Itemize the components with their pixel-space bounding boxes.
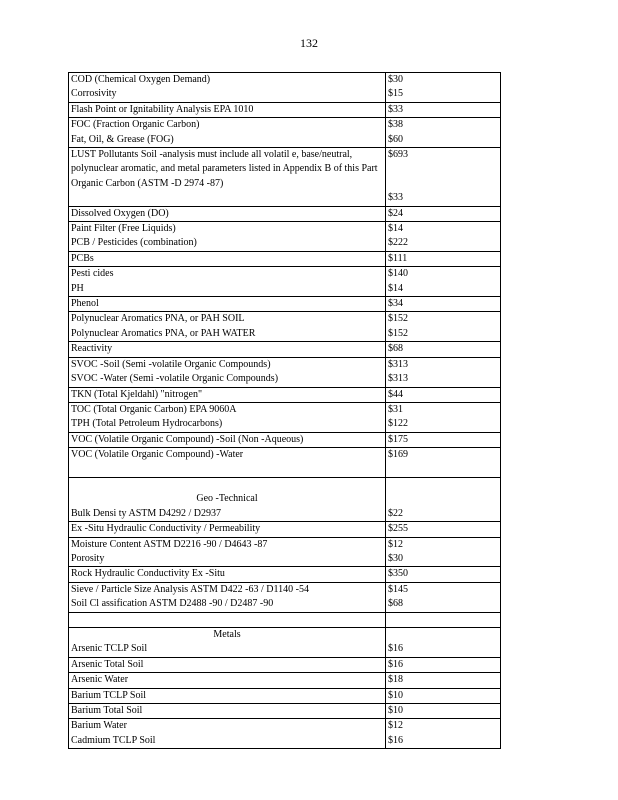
table-row: [69, 537, 501, 567]
item-price-cell: [386, 206, 501, 221]
table-row: [69, 703, 501, 718]
item-description: TKN (Total Kjeldahl) "nitrogen": [71, 388, 203, 400]
item-price: $313: [388, 358, 408, 370]
section-heading: Geo -Technical: [196, 493, 258, 505]
item-description: Moisture Content ASTM D2216 -90 / D4643 -87: [71, 538, 268, 550]
item-price-cell: [386, 432, 501, 447]
item-description-cell: [69, 477, 386, 521]
item-price: $111: [388, 252, 408, 264]
table-row: [69, 357, 501, 387]
item-price: $33: [388, 192, 403, 204]
item-description: Pesti cides: [71, 268, 114, 280]
item-description-cell: [69, 148, 386, 207]
item-price-cell: [386, 477, 501, 521]
item-price: $38: [388, 119, 403, 131]
item-price-cell: [386, 402, 501, 432]
item-description: TOC (Total Organic Carbon) EPA 9060A: [71, 403, 237, 415]
item-price-cell: [386, 567, 501, 582]
item-price: $10: [388, 704, 403, 716]
item-description: [71, 463, 383, 477]
item-price: [388, 478, 498, 492]
item-description-cell: [69, 582, 386, 612]
table-row: [69, 688, 501, 703]
item-price: $10: [388, 689, 403, 701]
item-price-cell: [386, 673, 501, 688]
item-price: $693: [388, 149, 408, 161]
item-description-cell: [69, 703, 386, 718]
item-description: Ex -Situ Hydraulic Conductivity / Permeability: [71, 523, 261, 535]
item-price-cell: [386, 342, 501, 357]
item-description: Polynuclear Aromatics PNA, or PAH SOIL: [71, 313, 245, 325]
table-row: [69, 267, 501, 297]
item-description-cell: [69, 312, 386, 342]
item-price: $18: [388, 674, 403, 686]
item-price-cell: [386, 251, 501, 266]
item-description-cell: [69, 251, 386, 266]
item-price-cell: [386, 297, 501, 312]
item-price-cell: [386, 73, 501, 103]
item-price: [388, 162, 498, 176]
item-price: $16: [388, 643, 403, 655]
item-price-cell: [386, 522, 501, 537]
item-price-cell: [386, 102, 501, 117]
item-price-cell: [386, 267, 501, 297]
item-description: PCB / Pesticides (combination): [71, 237, 197, 249]
table-row: [69, 297, 501, 312]
item-description: VOC (Volatile Organic Compound) -Soil (Non -Aqueous): [71, 433, 304, 445]
item-price: $140: [388, 268, 408, 280]
table-row: [69, 222, 501, 252]
item-price: $16: [388, 734, 403, 746]
item-price: $12: [388, 720, 403, 732]
item-description: Barium Water: [71, 720, 127, 732]
item-price-cell: [386, 387, 501, 402]
table-row: [69, 719, 501, 749]
table-row: [69, 567, 501, 582]
item-price: [388, 492, 498, 506]
table-row: [69, 206, 501, 221]
item-description-cell: [69, 448, 386, 478]
item-description: Organic Carbon (ASTM -D 2974 -87): [71, 177, 224, 189]
item-description-cell: [69, 627, 386, 657]
item-description-cell: [69, 432, 386, 447]
table-row: [69, 522, 501, 537]
item-price: $22: [388, 507, 403, 519]
item-description: Arsenic Water: [71, 674, 129, 686]
item-price-cell: [386, 719, 501, 749]
item-description: PCBs: [71, 252, 94, 264]
item-price-cell: [386, 627, 501, 657]
item-description-cell: [69, 73, 386, 103]
table-row: [69, 582, 501, 612]
item-description: Barium Total Soil: [71, 704, 143, 716]
item-description: Phenol: [71, 298, 99, 310]
item-price: $169: [388, 449, 408, 461]
item-price: $12: [388, 538, 403, 550]
item-description: Barium TCLP Soil: [71, 689, 147, 701]
item-description-cell: [69, 102, 386, 117]
item-price: [388, 177, 498, 191]
item-description-cell: [69, 342, 386, 357]
price-table-body: [69, 73, 501, 749]
item-price: $175: [388, 433, 408, 445]
item-price-cell: [386, 357, 501, 387]
item-description: Flash Point or Ignitability Analysis EPA 1010: [71, 103, 254, 115]
table-row: [69, 118, 501, 148]
price-table: [68, 72, 501, 749]
item-description: Corrosivity: [71, 88, 117, 100]
item-description-cell: [69, 222, 386, 252]
item-price-cell: [386, 582, 501, 612]
item-description: Arsenic Total Soil: [71, 658, 144, 670]
item-description-cell: [69, 297, 386, 312]
item-price-cell: [386, 118, 501, 148]
table-row: [69, 387, 501, 402]
item-description: Soil Cl assification ASTM D2488 -90 / D2487 -90: [71, 598, 274, 610]
item-description: FOC (Fraction Organic Carbon): [71, 119, 200, 131]
page-number: 132: [300, 36, 318, 50]
table-row: [69, 432, 501, 447]
item-description: [71, 478, 383, 492]
item-description-cell: [69, 267, 386, 297]
item-price-cell: [386, 148, 501, 207]
item-description: Reactivity: [71, 343, 113, 355]
item-description: VOC (Volatile Organic Compound) -Water: [71, 449, 244, 461]
item-price-cell: [386, 688, 501, 703]
item-price: [388, 613, 498, 627]
item-price: $122: [388, 418, 408, 430]
item-price: $145: [388, 583, 408, 595]
item-price: $33: [388, 103, 403, 115]
item-description-cell: [69, 118, 386, 148]
item-price: [388, 628, 498, 642]
item-price-cell: [386, 312, 501, 342]
item-description: Polynuclear Aromatics PNA, or PAH WATER: [71, 327, 256, 339]
table-row: [69, 73, 501, 103]
item-description-cell: [69, 537, 386, 567]
item-price: $350: [388, 568, 408, 580]
item-price: $68: [388, 598, 403, 610]
item-price-cell: [386, 612, 501, 627]
item-price: $16: [388, 658, 403, 670]
item-price: $31: [388, 403, 403, 415]
item-description: Cadmium TCLP Soil: [71, 734, 156, 746]
table-row: [69, 148, 501, 207]
item-price: $15: [388, 88, 403, 100]
table-row: [69, 342, 501, 357]
item-description: [71, 613, 383, 627]
item-price: $14: [388, 282, 403, 294]
item-description: Porosity: [71, 552, 105, 564]
item-price-cell: [386, 657, 501, 672]
table-row: [69, 477, 501, 521]
table-row: [69, 657, 501, 672]
item-price: $152: [388, 327, 408, 339]
item-price: $222: [388, 237, 408, 249]
item-price: $60: [388, 133, 403, 145]
item-description: LUST Pollutants Soil -analysis must include all volatil e, base/neutral, polynuclear aromatic, and metal parameters listed in Appendix B of this Part: [71, 149, 378, 175]
table-row: [69, 448, 501, 478]
item-description: SVOC -Soil (Semi -volatile Organic Compounds): [71, 358, 271, 370]
table-row: [69, 102, 501, 117]
item-description: COD (Chemical Oxygen Demand): [71, 74, 211, 85]
table-row: [69, 673, 501, 688]
item-description-cell: [69, 657, 386, 672]
item-description-cell: [69, 522, 386, 537]
item-price-cell: [386, 703, 501, 718]
item-description-cell: [69, 402, 386, 432]
item-price: $313: [388, 373, 408, 385]
item-description-cell: [69, 206, 386, 221]
item-price: $30: [388, 74, 403, 85]
table-row: [69, 312, 501, 342]
item-description: TPH (Total Petroleum Hydrocarbons): [71, 418, 223, 430]
item-price: $152: [388, 313, 408, 325]
table-row: [69, 251, 501, 266]
item-price: $30: [388, 552, 403, 564]
table-row: [69, 627, 501, 657]
item-price: [388, 463, 498, 477]
item-description: Rock Hydraulic Conductivity Ex -Situ: [71, 568, 225, 580]
item-description-cell: [69, 612, 386, 627]
item-description-cell: [69, 567, 386, 582]
item-description: Arsenic TCLP Soil: [71, 643, 148, 655]
item-price-cell: [386, 222, 501, 252]
item-description-cell: [69, 387, 386, 402]
item-description: Fat, Oil, & Grease (FOG): [71, 133, 174, 145]
table-row: [69, 402, 501, 432]
item-description: PH: [71, 282, 84, 294]
item-description-cell: [69, 719, 386, 749]
item-description: Bulk Densi ty ASTM D4292 / D2937: [71, 507, 222, 519]
item-price-cell: [386, 537, 501, 567]
item-description: SVOC -Water (Semi -volatile Organic Compounds): [71, 373, 279, 385]
item-price: $34: [388, 298, 403, 310]
item-price: $44: [388, 388, 403, 400]
item-price: $255: [388, 523, 408, 535]
item-description: Sieve / Particle Size Analysis ASTM D422 -63 / D1140 -54: [71, 583, 309, 595]
item-description-cell: [69, 688, 386, 703]
table-row: [69, 612, 501, 627]
item-description: Dissolved Oxygen (DO): [71, 207, 169, 219]
item-description-cell: [69, 673, 386, 688]
item-price: $24: [388, 207, 403, 219]
item-price-cell: [386, 448, 501, 478]
item-price: $68: [388, 343, 403, 355]
section-heading: Metals: [213, 628, 241, 640]
item-description-cell: [69, 357, 386, 387]
item-price: $14: [388, 223, 403, 235]
item-description: Paint Filter (Free Liquids): [71, 223, 176, 235]
